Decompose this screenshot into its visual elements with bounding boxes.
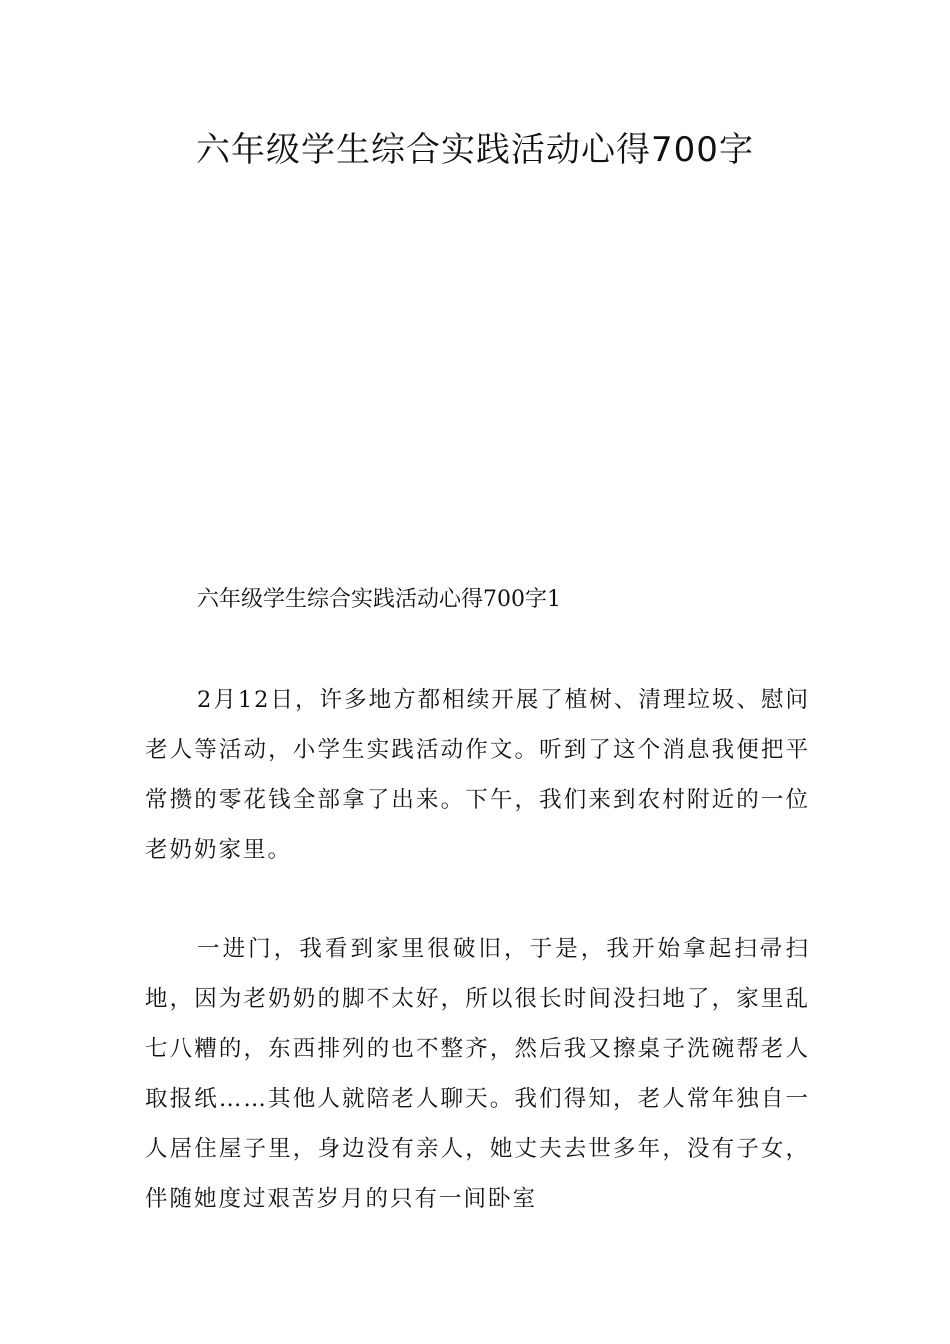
document-title: 六年级学生综合实践活动心得700字 (196, 130, 754, 170)
section-heading: 六年级学生综合实践活动心得700字1 (197, 587, 561, 612)
body-paragraph-1: 2月12日，许多地方都相续开展了植树、清理垃圾、慰问老人等活动，小学生实践活动作文。听到了这个消息我便把平常攒的零花钱全部拿了出来。下午，我们来到农村附近的一位老奶奶家里。 (145, 687, 810, 863)
body-paragraph-2: 一进门，我看到家里很破旧，于是，我开始拿起扫帚扫地，因为老奶奶的脚不太好，所以很长时间没扫地了，家里乱七八糟的，东西排列的也不整齐，然后我又擦桌子洗碗帮老人取报纸……其他人就陪老人聊天。我们得知，老人常年独自一人居住屋子里，身边没有亲人，她丈夫去世多年，没有子女，伴随她度过艰苦岁月的只有一间卧室 (145, 936, 810, 1212)
